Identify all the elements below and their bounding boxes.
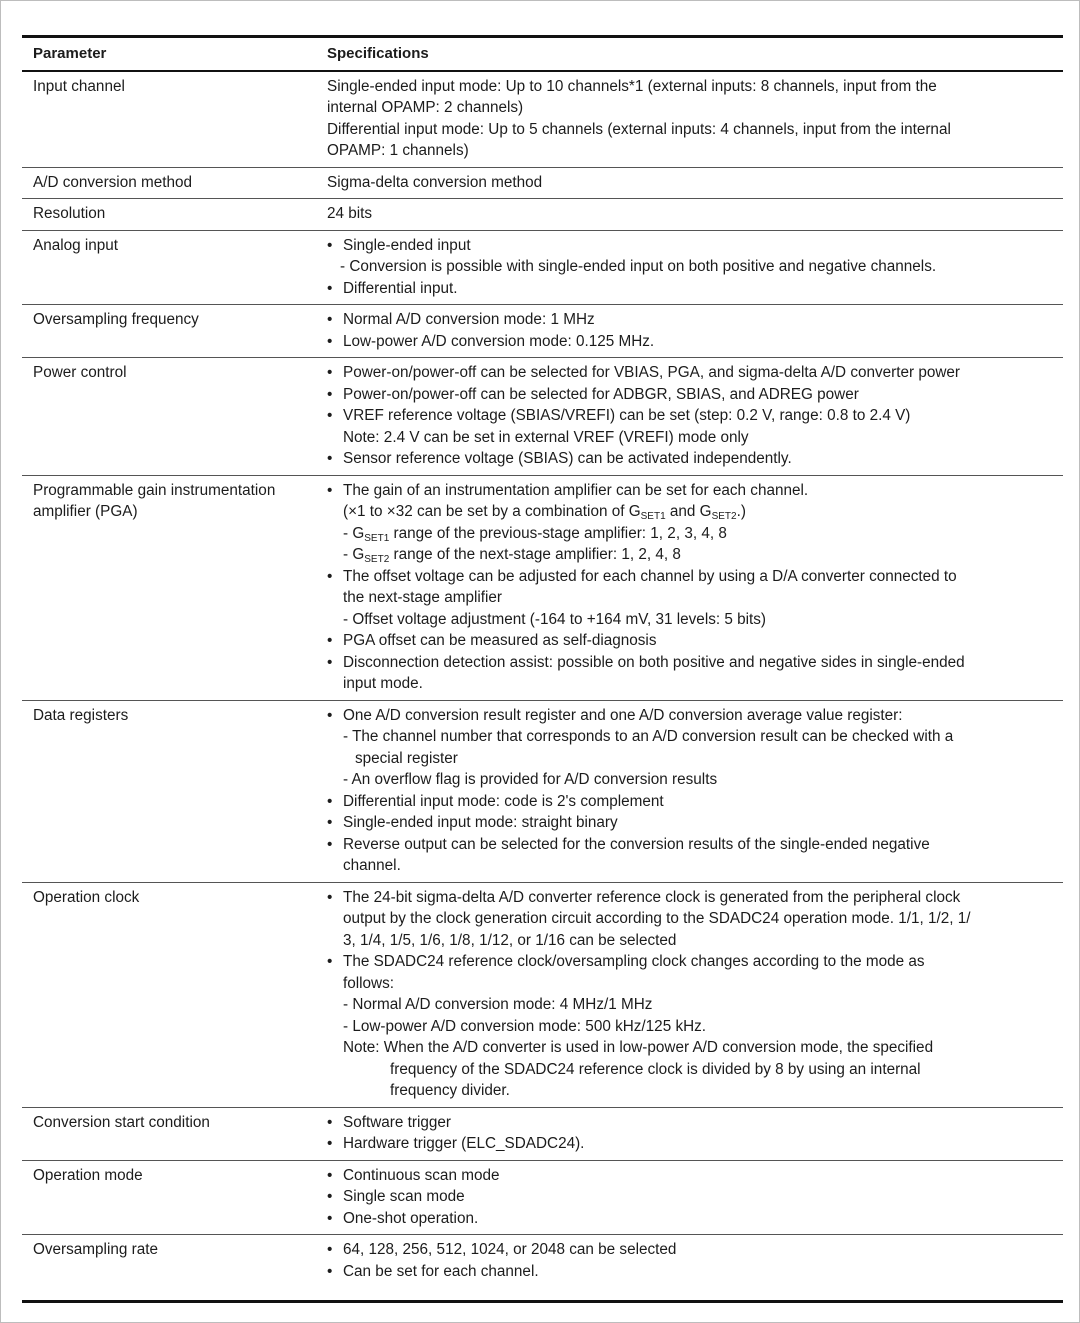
spec-table	[22, 35, 1063, 1303]
spec-note: Note: 2.4 V can be set in external VREF (VREFI) mode only	[343, 428, 749, 446]
spec-cell	[327, 1239, 1063, 1282]
header-parameter: Parameter	[33, 45, 107, 62]
spec-line: Differential input mode: Up to 5 channels (external inputs: 4 channels, input from the internal	[327, 120, 951, 138]
text-run: - G	[343, 524, 365, 542]
bullet-icon: •	[327, 567, 333, 585]
bullet-icon: •	[327, 835, 333, 853]
spec-continuation: follows:	[343, 974, 395, 992]
bullet-icon: •	[327, 279, 333, 297]
spec-cell: 24 bits	[327, 205, 373, 222]
table-row	[22, 167, 1063, 199]
spec-continuation: output by the clock generation circuit according to the SDADC24 operation mode. 1/1, 1/2, 1/	[343, 910, 971, 927]
param-cell: A/D conversion method	[33, 173, 192, 191]
text-run: (×1 to ×32 can be set by a combination of G	[343, 503, 641, 520]
bullet-icon: •	[327, 1262, 333, 1280]
text-run: and G	[665, 503, 712, 520]
spec-bullet: Sensor reference voltage (SBIAS) can be activated independently.	[343, 450, 792, 467]
text-run: .)	[736, 503, 746, 520]
table-row	[22, 72, 1063, 167]
bullet-icon: •	[327, 653, 333, 671]
spec-bullet: Differential input.	[343, 279, 458, 297]
bullet-icon: •	[327, 1166, 333, 1184]
spec-cell	[327, 309, 1063, 352]
subscript: SET1	[640, 511, 666, 522]
spec-continuation: channel.	[343, 857, 401, 874]
bullet-icon: •	[327, 1209, 333, 1227]
spec-bullet: 64, 128, 256, 512, 1024, or 2048 can be selected	[343, 1241, 677, 1258]
spec-cell	[327, 480, 1063, 695]
spec-cell	[327, 362, 1063, 470]
table-row	[22, 1107, 1063, 1160]
spec-note-continuation: frequency of the SDADC24 reference clock is divided by 8 by using an internal	[390, 1060, 921, 1078]
spec-bullet: The 24-bit sigma-delta A/D converter reference clock is generated from the peripheral clock	[343, 888, 961, 906]
bullet-icon: •	[327, 792, 333, 810]
spec-subline: - An overflow flag is provided for A/D conversion results	[343, 771, 718, 788]
spec-continuation: special register	[355, 749, 458, 767]
spec-bullet: One A/D conversion result register and one A/D conversion average value register:	[343, 706, 903, 724]
table-row	[22, 230, 1063, 305]
table-row	[22, 700, 1063, 882]
param-cell: Operation mode	[33, 1166, 143, 1184]
bullet-icon: •	[327, 407, 333, 424]
spec-bullet: Single-ended input mode: straight binary	[343, 814, 618, 831]
spec-cell	[327, 76, 1063, 162]
param-cell: Conversion start condition	[33, 1113, 210, 1131]
spec-cell	[327, 705, 1063, 877]
param-cell: Resolution	[33, 205, 106, 222]
spec-subline: - Low-power A/D conversion mode: 500 kHz/125 kHz.	[343, 1017, 707, 1035]
spec-subline: - The channel number that corresponds to an A/D conversion result can be checked with a	[343, 728, 954, 745]
table-row	[22, 475, 1063, 700]
bullet-icon: •	[327, 364, 333, 381]
bullet-icon: •	[327, 888, 333, 906]
table-row	[22, 357, 1063, 475]
spec-note-continuation: frequency divider.	[390, 1082, 510, 1099]
bullet-icon: •	[327, 1113, 333, 1131]
spec-bullet: The gain of an instrumentation amplifier can be set for each channel.	[343, 481, 809, 499]
spec-bullet: Reverse output can be selected for the conversion results of the single-ended negative	[343, 835, 930, 853]
spec-continuation: the next-stage amplifier	[343, 589, 502, 606]
spec-bullet: Software trigger	[343, 1113, 451, 1131]
table-row	[22, 304, 1063, 357]
spec-subline: - Conversion is possible with single-ended input on both positive and negative channels.	[340, 258, 937, 275]
spec-line: internal OPAMP: 2 channels)	[327, 99, 524, 116]
spec-subline	[327, 544, 1057, 566]
spec-bullet: Disconnection detection assist: possible on both positive and negative sides in single-ended	[343, 653, 965, 671]
param-cell	[22, 480, 327, 695]
spec-bullet: The SDADC24 reference clock/oversampling clock changes according to the mode as	[343, 953, 925, 970]
bullet-icon: •	[327, 385, 333, 403]
bullet-icon: •	[327, 953, 333, 970]
table-row	[22, 1160, 1063, 1235]
bullet-icon: •	[327, 311, 333, 328]
bullet-icon: •	[327, 450, 333, 467]
spec-line: Single-ended input mode: Up to 10 channels*1 (external inputs: 8 channels, input from the	[327, 77, 937, 95]
text-run: range of the next-stage amplifier: 1, 2, 4, 8	[389, 546, 681, 563]
bullet-icon: •	[327, 814, 333, 831]
spec-subline: - Normal A/D conversion mode: 4 MHz/1 MHz	[343, 996, 653, 1013]
spec-line: OPAMP: 1 channels)	[327, 142, 469, 159]
spec-bullet: Continuous scan mode	[343, 1166, 500, 1184]
spec-bullet: Power-on/power-off can be selected for VBIAS, PGA, and sigma-delta A/D converter power	[343, 364, 960, 381]
bullet-icon: •	[327, 632, 333, 649]
bullet-icon: •	[327, 1188, 333, 1205]
spec-cell	[327, 235, 1063, 300]
spec-bullet: Single-ended input	[343, 236, 471, 254]
spec-bullet: Can be set for each channel.	[343, 1262, 539, 1280]
header-specifications: Specifications	[327, 45, 429, 62]
spec-bullet: The offset voltage can be adjusted for each channel by using a D/A converter connected to	[343, 567, 957, 585]
spec-bullet: Power-on/power-off can be selected for ADBGR, SBIAS, and ADREG power	[343, 385, 859, 403]
param-cell: Input channel	[33, 77, 125, 95]
spec-subline: - Offset voltage adjustment (-164 to +164 mV, 31 levels: 5 bits)	[343, 610, 767, 628]
subscript: SET2	[364, 554, 390, 565]
bullet-icon: •	[327, 1241, 333, 1258]
spec-bullet: One-shot operation.	[343, 1209, 479, 1227]
table-row	[22, 882, 1063, 1107]
bullet-icon: •	[327, 1135, 333, 1152]
table-header-row	[22, 38, 1063, 72]
spec-bullet: Hardware trigger (ELC_SDADC24).	[343, 1135, 585, 1152]
param-line: amplifier (PGA)	[33, 503, 138, 520]
subscript: SET2	[711, 511, 737, 522]
spec-bullet: PGA offset can be measured as self-diagnosis	[343, 632, 657, 649]
text-run: - G	[343, 546, 365, 563]
param-line: Programmable gain instrumentation	[33, 481, 276, 499]
spec-cell	[327, 887, 1063, 1102]
bullet-icon: •	[327, 481, 333, 499]
spec-cell: Sigma-delta conversion method	[327, 173, 543, 191]
spec-continuation: input mode.	[343, 675, 423, 692]
subscript: SET1	[364, 532, 390, 544]
param-cell: Operation clock	[33, 888, 140, 906]
spec-bullet: Differential input mode: code is 2's complement	[343, 792, 664, 810]
table-row	[22, 1234, 1063, 1300]
spec-cell	[327, 1112, 1063, 1155]
spec-subline	[327, 523, 1057, 545]
bullet-icon: •	[327, 236, 333, 254]
spec-bullet: Low-power A/D conversion mode: 0.125 MHz.	[343, 332, 655, 350]
param-cell: Data registers	[33, 706, 129, 724]
spec-bullet: Single scan mode	[343, 1188, 465, 1205]
param-cell: Power control	[33, 364, 127, 381]
spec-continuation	[327, 501, 1057, 523]
spec-cell	[327, 1165, 1063, 1230]
spec-bullet: Normal A/D conversion mode: 1 MHz	[343, 311, 595, 328]
param-cell: Analog input	[33, 236, 119, 254]
spec-note: Note: When the A/D converter is used in low-power A/D conversion mode, the specified	[343, 1039, 934, 1056]
bullet-icon: •	[327, 706, 333, 724]
spec-continuation: 3, 1/4, 1/5, 1/6, 1/8, 1/12, or 1/16 can be selected	[343, 931, 677, 949]
param-cell: Oversampling frequency	[33, 311, 199, 328]
param-cell: Oversampling rate	[33, 1241, 158, 1258]
table-row	[22, 198, 1063, 230]
spec-bullet: VREF reference voltage (SBIAS/VREFI) can be set (step: 0.2 V, range: 0.8 to 2.4 V)	[343, 407, 911, 424]
text-run: range of the previous-stage amplifier: 1, 2, 3, 4, 8	[389, 524, 727, 542]
bullet-icon: •	[327, 332, 333, 350]
